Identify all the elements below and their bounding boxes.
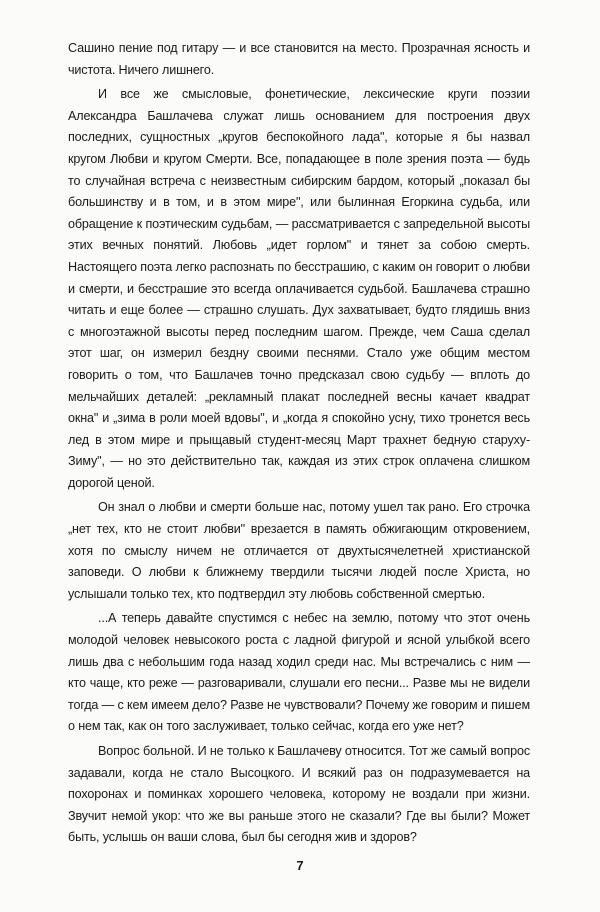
- body-text: [68, 38, 530, 849]
- paragraph-1: Сашино пение под гитару — и все становится на место. Прозрачная ясность и чистота. Ничего лишнего.: [68, 41, 530, 77]
- page-number: 7: [296, 858, 304, 873]
- paragraph-5: Вопрос больной. И не только к Башлачеву относится. Тот же самый вопрос задавали, когда не стало Высоцкого. И всякий раз он подразумевается на похоронах и поминках хорошего человека, которому не воздали при жизни. Звучит немой укор: что же вы раньше этого не сказали? Где вы были? Может быть, услышь он ваши слова, был бы сегодня жив и здоров?: [68, 744, 530, 845]
- paragraph-4: ...А теперь давайте спустимся с небес на землю, потому что этот очень молодой человек невысокого роста с ладной фигурой и ясной улыбкой всего лишь два с небольшим года назад ходил среди нас. Мы встречались с ним — кто чаще, кто реже — разговаривали, слушали его песни... Разве мы не видели тогда — с кем имеем дело? Разве не чувствовали? Почему же говорим и пишем о нем так, как он того заслуживает, только сейчас, когда его уже нет?: [68, 611, 530, 734]
- paragraph-2: И все же смысловые, фонетические, лексические круги поэзии Александра Башлачева служат лишь основанием для построения двух последних, сущностных „кругов беспокойного лада", которые я бы назвал кругом Любви и кругом Смерти. Все, попадающее в поле зрения поэта — будь то случайная встреча с неизвестным сибирским бардом, который „показал бы большинству и в том, и в этом мире", или былинная Егоркина судьба, или обращение к поэтическим судьбам, — рассматривается с запредельной высоты этих вечных понятий. Любовь „идет горлом" и тянет за собою смерть. Настоящего поэта легко распознать по бесстрашию, с каким он говорит о любви и смерти, и бесстрашие это всегда оплачивается судьбой. Башлачева страшно читать и еще более — страшно слушать. Дух захватывает, будто глядишь вниз с многоэтажной высоты перед последним шагом. Прежде, чем Саша сделал этот шаг, он измерил бездну своими песнями. Стало уже общим местом говорить о том, что Башлачев точно предсказал свою судьбу — вплоть до мельчайших деталей: „рекламный плакат последней весны качает квадрат окна" и „зима в роли моей вдовы", и „когда я спокойно усну, тихо тронется весь лед в этом мире и прыщавый студент-месяц Март трахнет бедную старуху-Зиму", — но это действительно так, каждая из этих строк оплачена слишком дорогой ценой.: [68, 87, 530, 490]
- paragraph-3: Он знал о любви и смерти больше нас, потому ушел так рано. Его строчка „нет тех, кто не стоит любви" врезается в память обжигающим откровением, хотя по смыслу ничем не отличается от двухтысячелетней христианской заповеди. О любви к ближнему твердили тысячи людей после Христа, но услышали только тех, кто подтвердил эту любовь собственной смертью.: [68, 500, 530, 601]
